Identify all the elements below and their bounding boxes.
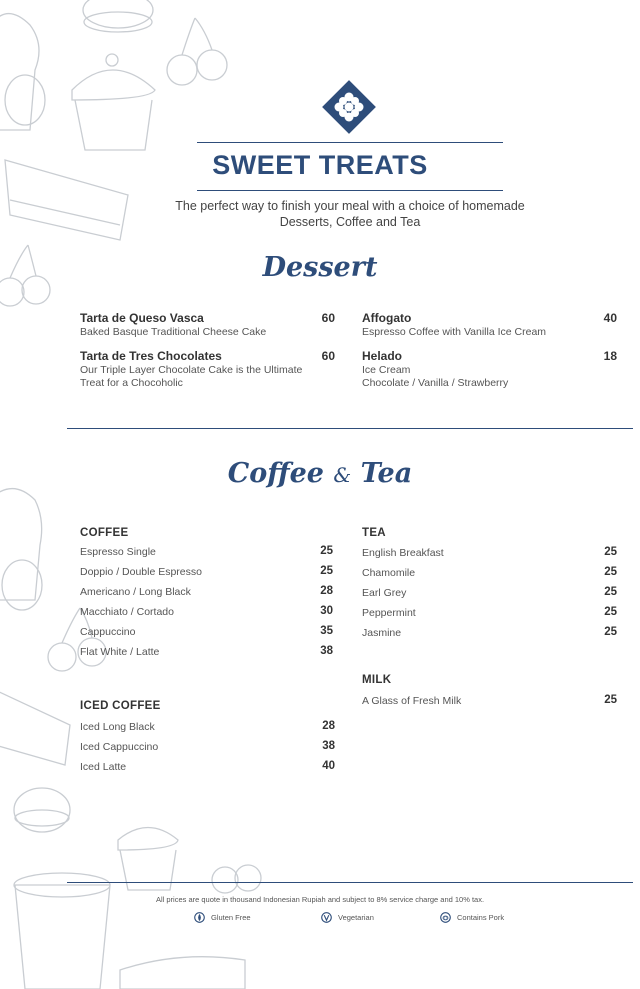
dish-name: Helado bbox=[362, 349, 403, 363]
ampersand: & bbox=[333, 463, 352, 487]
dish-description: Ice Cream bbox=[362, 364, 411, 376]
dish-name: Tarta de Tres Chocolates bbox=[80, 349, 222, 363]
menu-item-name: Peppermint bbox=[362, 607, 416, 619]
menu-item-price: 35 bbox=[320, 625, 333, 637]
title-rule-top bbox=[197, 142, 503, 143]
dish-name: Tarta de Queso Vasca bbox=[80, 311, 204, 325]
restaurant-logo-icon bbox=[322, 80, 376, 134]
menu-item-name: Doppio / Double Espresso bbox=[80, 566, 202, 578]
menu-item-name: A Glass of Fresh Milk bbox=[362, 695, 462, 707]
dessert-heading: Dessert bbox=[262, 252, 378, 283]
tea-section-title: TEA bbox=[362, 527, 386, 539]
dish-description: Baked Basque Traditional Cheese Cake bbox=[80, 326, 267, 338]
menu-item-name: Macchiato / Cortado bbox=[80, 606, 174, 618]
page-subtitle: The perfect way to finish your meal with a choice of homemade Desserts, Coffee and Tea bbox=[175, 199, 525, 229]
menu-item-price: 28 bbox=[320, 585, 333, 597]
section-divider bbox=[67, 428, 633, 429]
menu-item-price: 38 bbox=[320, 645, 333, 657]
legend-gluten-free bbox=[194, 912, 251, 923]
menu-item-name: Flat White / Latte bbox=[80, 646, 160, 658]
legend-label: Contains Pork bbox=[457, 913, 505, 922]
menu-item-price: 25 bbox=[604, 694, 617, 706]
menu-item-name: Jasmine bbox=[362, 627, 402, 639]
price-note: All prices are quote in thousand Indonesian Rupiah and subject to 8% service charge and 10% tax. bbox=[155, 895, 485, 904]
menu-item-price: 30 bbox=[320, 605, 333, 617]
dish-price: 18 bbox=[603, 349, 617, 363]
menu-item-name: Cappuccino bbox=[80, 626, 136, 638]
legend-label: Vegetarian bbox=[338, 913, 374, 922]
menu-item-price: 25 bbox=[320, 565, 333, 577]
menu-item-price: 25 bbox=[320, 545, 333, 557]
menu-item-price: 25 bbox=[604, 546, 617, 558]
title-rule-bottom bbox=[197, 190, 503, 191]
menu-item-name: Earl Grey bbox=[362, 587, 407, 599]
dish-name: Affogato bbox=[362, 311, 412, 325]
page-title: SWEET TREATS bbox=[212, 150, 428, 180]
dessert-item bbox=[80, 311, 335, 339]
menu-item-name: Americano / Long Black bbox=[80, 586, 191, 598]
menu-item-price: 28 bbox=[322, 720, 335, 732]
dish-description: Our Triple Layer Chocolate Cake is the Ultimate Treat for a Chocoholic bbox=[80, 364, 303, 389]
dish-price: 60 bbox=[321, 311, 335, 325]
legend-contains-pork bbox=[440, 912, 504, 923]
legend-label: Gluten Free bbox=[211, 913, 251, 922]
menu-item-price: 25 bbox=[604, 586, 617, 598]
milk-section-title: MILK bbox=[362, 674, 392, 686]
dessert-item bbox=[362, 349, 617, 390]
coffee-tea-heading bbox=[0, 458, 640, 489]
menu-item-name: Espresso Single bbox=[80, 546, 156, 558]
tea-heading-word: Tea bbox=[360, 458, 413, 489]
coffee-heading-word: Coffee bbox=[227, 458, 324, 489]
vegetarian-icon bbox=[321, 912, 332, 923]
menu-item-price: 38 bbox=[322, 740, 335, 752]
gluten-free-icon bbox=[194, 912, 205, 923]
menu-item-price: 25 bbox=[604, 566, 617, 578]
coffee-section-title: COFFEE bbox=[80, 527, 129, 539]
dish-description-flavours: Chocolate / Vanilla / Strawberry bbox=[362, 377, 509, 389]
contains-pork-icon bbox=[440, 912, 451, 923]
menu-item-name: Iced Latte bbox=[80, 761, 127, 773]
menu-item-name: English Breakfast bbox=[362, 547, 444, 559]
dessert-item bbox=[80, 349, 335, 390]
iced-coffee-section-title: ICED COFFEE bbox=[80, 700, 161, 712]
menu-item-price: 25 bbox=[604, 626, 617, 638]
menu-item-price: 25 bbox=[604, 606, 617, 618]
dish-price: 60 bbox=[321, 349, 335, 363]
footer-divider bbox=[67, 882, 633, 883]
menu-item-name: Iced Long Black bbox=[80, 721, 155, 733]
menu-item-name: Chamomile bbox=[362, 567, 416, 579]
dish-description: Espresso Coffee with Vanilla Ice Cream bbox=[362, 326, 547, 338]
legend-vegetarian bbox=[321, 912, 374, 923]
menu-item-price: 40 bbox=[322, 760, 335, 772]
menu-item-name: Iced Cappuccino bbox=[80, 741, 159, 753]
dish-price: 40 bbox=[603, 311, 617, 325]
dessert-item bbox=[362, 311, 617, 339]
